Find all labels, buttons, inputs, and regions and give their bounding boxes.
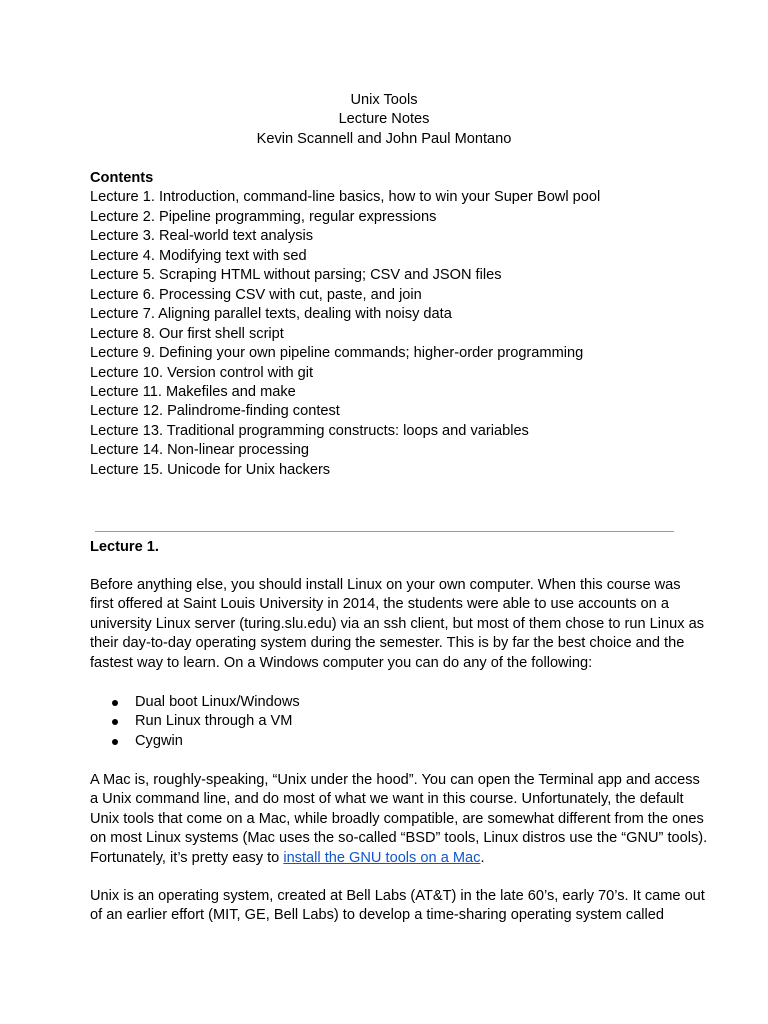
table-of-contents (90, 169, 690, 480)
contents-item: Lecture 8. Our first shell script (90, 325, 284, 342)
list-item-text: Cygwin (135, 732, 183, 749)
list-item (90, 732, 300, 751)
paragraph-line: fastest way to learn. On a Windows computer you can do any of the following: (90, 654, 593, 671)
windows-options-list (90, 693, 300, 751)
contents-item: Lecture 4. Modifying text with sed (90, 247, 307, 264)
list-item (90, 712, 300, 731)
paragraph-line: their day-to-day operating system during the semester. This is by far the best choice and the (90, 635, 685, 652)
contents-item: Lecture 10. Version control with git (90, 364, 314, 381)
contents-item: Lecture 5. Scraping HTML without parsing; CSV and JSON files (90, 267, 502, 284)
paragraph-line: first offered at Saint Louis University in 2014, the students were able to use accounts on a (90, 596, 669, 613)
paragraph-text: . (480, 849, 485, 866)
document-subtitle: Lecture Notes (338, 111, 430, 128)
lecture-1-heading: Lecture 1. (90, 539, 159, 555)
horizontal-rule (95, 531, 674, 532)
paragraph-line: Unix is an operating system, created at Bell Labs (AT&T) in the late 60’s, early 70’s. It came out (90, 888, 705, 904)
paragraph-line: of an earlier effort (MIT, GE, Bell Labs) to develop a time-sharing operating system called (90, 907, 665, 924)
paragraph-unix-history (90, 887, 705, 926)
bullet-icon (112, 700, 118, 706)
contents-heading: Contents (90, 170, 154, 186)
list-item (90, 693, 300, 712)
contents-item: Lecture 13. Traditional programming constructs: loops and variables (90, 422, 529, 439)
contents-item: Lecture 6. Processing CSV with cut, paste, and join (90, 286, 422, 303)
contents-item: Lecture 11. Makefiles and make (90, 383, 296, 400)
contents-item: Lecture 14. Non-linear processing (90, 442, 310, 459)
paragraph-line: Unix tools that come on a Mac, while broadly compatible, are somewhat different from the ones (90, 810, 704, 827)
contents-item: Lecture 9. Defining your own pipeline commands; higher-order programming (90, 345, 584, 362)
paragraph-install-linux (90, 576, 705, 673)
paragraph-line: on most Linux systems (Mac uses the so-called “BSD” tools, Linux distros use the “GNU” tools). (90, 830, 708, 847)
title-block (0, 91, 768, 149)
contents-item: Lecture 1. Introduction, command-line basics, how to win your Super Bowl pool (90, 189, 601, 206)
contents-item: Lecture 7. Aligning parallel texts, dealing with noisy data (90, 306, 452, 323)
bullet-icon (112, 719, 118, 725)
document-title: Unix Tools (350, 92, 418, 108)
contents-item: Lecture 2. Pipeline programming, regular expressions (90, 208, 437, 225)
gnu-tools-mac-link[interactable]: install the GNU tools on a Mac (283, 849, 481, 866)
paragraph-line (90, 849, 690, 868)
list-item-text: Run Linux through a VM (135, 713, 293, 730)
paragraph-line: A Mac is, roughly-speaking, “Unix under the hood”. You can open the Terminal app and access (90, 772, 700, 788)
contents-item: Lecture 12. Palindrome-finding contest (90, 403, 340, 420)
paragraph-text: Fortunately, it’s pretty easy to (90, 849, 284, 866)
bullet-icon (112, 739, 118, 745)
paragraph-line: a Unix command line, and do most of what we want in this course. Unfortunately, the default (90, 791, 684, 808)
contents-item: Lecture 3. Real-world text analysis (90, 228, 314, 245)
paragraph-line: university Linux server (turing.slu.edu) via an ssh client, but most of them chose to run Linux as (90, 615, 705, 632)
paragraph-mac (90, 771, 708, 868)
paragraph-line: Before anything else, you should install Linux on your own computer. When this course was (90, 577, 681, 593)
list-item-text: Dual boot Linux/Windows (135, 694, 300, 710)
document-authors: Kevin Scannell and John Paul Montano (256, 130, 512, 147)
contents-item: Lecture 15. Unicode for Unix hackers (90, 461, 331, 478)
